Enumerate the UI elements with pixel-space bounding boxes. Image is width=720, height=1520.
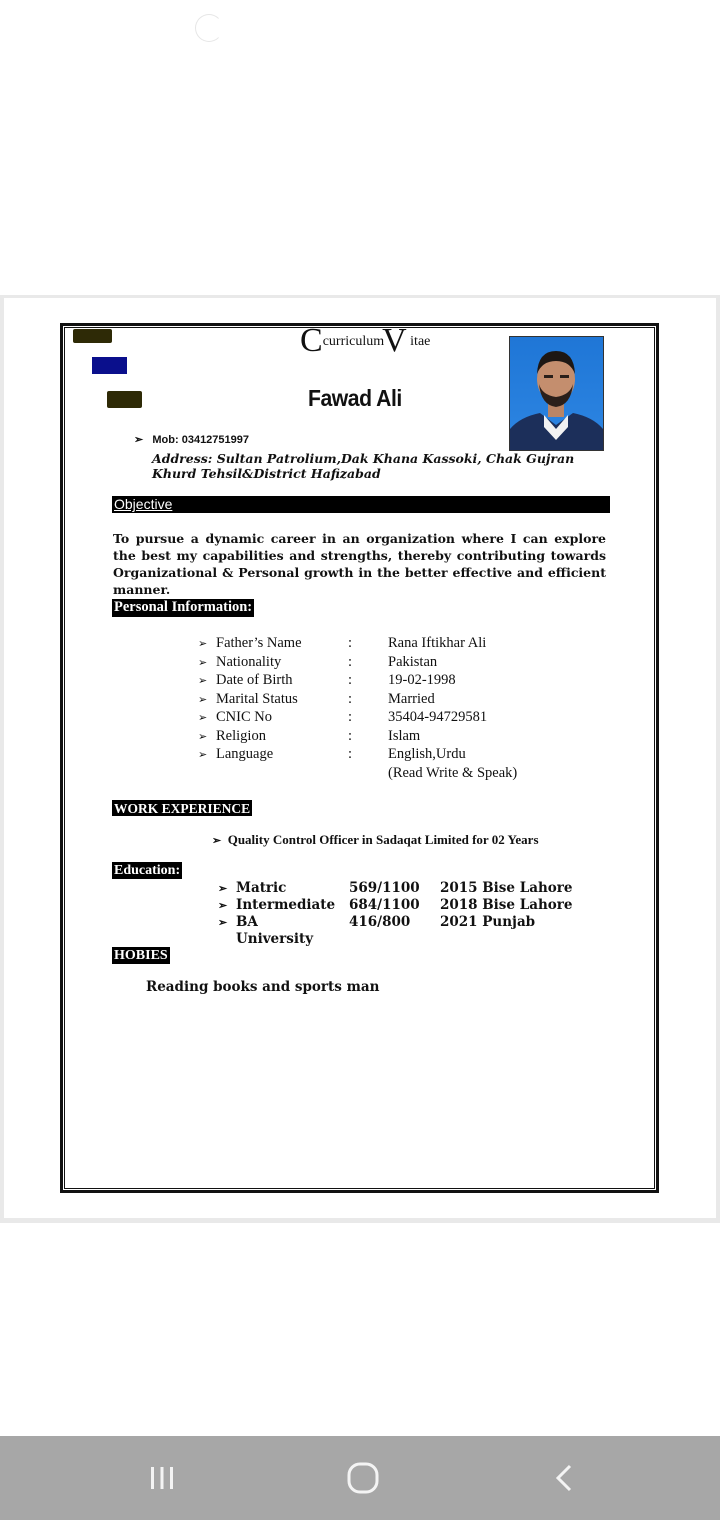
- mobile-line: [134, 433, 249, 446]
- loading-spinner-icon: [195, 14, 223, 42]
- info-label: Date of Birth: [216, 672, 293, 688]
- colon: :: [348, 635, 353, 651]
- bullet-arrow-icon: ➢: [218, 916, 228, 929]
- recent-apps-icon: [147, 1463, 177, 1493]
- colon: :: [348, 654, 353, 670]
- bullet-arrow-icon: ➢: [134, 434, 144, 446]
- education-marks: 569/1100: [349, 880, 420, 896]
- home-icon: [346, 1461, 380, 1495]
- education-year: 2015 Bise Lahore: [440, 880, 573, 896]
- education-degree: BA: [236, 914, 258, 930]
- education-degree: Matric: [236, 880, 287, 896]
- education-year: 2018 Bise Lahore: [440, 897, 573, 913]
- work-experience-heading: WORK EXPERIENCE: [114, 801, 251, 816]
- address: Address: Sultan Patrolium,Dak Khana Kassoki, Chak Gujran Khurd Tehsil&District Hafizabad: [152, 451, 575, 481]
- info-label: Father’s Name: [216, 635, 302, 651]
- bullet-arrow-icon: ➢: [212, 835, 222, 847]
- colon: :: [348, 672, 353, 688]
- system-nav-bar: [0, 1436, 720, 1520]
- info-label: Religion: [216, 728, 266, 744]
- title-letter-c: C: [300, 322, 323, 359]
- bullet-arrow-icon: ➢: [198, 675, 208, 687]
- info-value: Rana Iftikhar Ali: [388, 635, 487, 651]
- title-word: curriculum: [322, 334, 385, 349]
- personal-info-heading: Personal Information:: [114, 599, 253, 615]
- info-label: Nationality: [216, 654, 282, 670]
- colon: :: [348, 746, 353, 762]
- info-label: CNIC No: [216, 709, 272, 725]
- bullet-arrow-icon: ➢: [198, 731, 208, 743]
- profile-photo: [509, 336, 604, 451]
- objective-heading: [112, 496, 610, 513]
- education-extra: University: [236, 931, 314, 947]
- title-letter-v: V: [382, 322, 407, 359]
- colon: :: [348, 709, 353, 725]
- recent-apps-button[interactable]: [132, 1458, 192, 1498]
- decor-block: [73, 329, 112, 343]
- objective-text: To pursue a dynamic career in an organization where I can explore the best my capabilities and strengths, thereby contributing towards Organizational & Personal growth in the better effective and efficient manner.: [113, 531, 606, 597]
- home-button[interactable]: [333, 1458, 393, 1498]
- candidate-name: Fawad Ali: [308, 385, 402, 411]
- info-value: English,Urdu: [388, 746, 466, 762]
- back-icon: [550, 1463, 580, 1493]
- bullet-arrow-icon: ➢: [198, 749, 208, 761]
- education-year: 2021 Punjab: [440, 914, 536, 930]
- bullet-arrow-icon: ➢: [198, 712, 208, 724]
- info-label: Language: [216, 746, 274, 762]
- back-button[interactable]: [535, 1458, 595, 1498]
- info-value-extra: (Read Write & Speak): [388, 765, 518, 781]
- info-value: Pakistan: [388, 654, 438, 670]
- info-label: Marital Status: [216, 691, 298, 707]
- hobbies-text: Reading books and sports man: [146, 979, 380, 995]
- bullet-arrow-icon: ➢: [218, 882, 228, 895]
- education-marks: 684/1100: [349, 897, 420, 913]
- objective-heading-text: Objective: [114, 496, 173, 512]
- education-degree: Intermediate: [236, 897, 336, 913]
- info-value: Islam: [388, 728, 421, 744]
- cv-title: [300, 324, 430, 358]
- bullet-arrow-icon: ➢: [198, 657, 208, 669]
- title-rest: itae: [410, 334, 431, 349]
- mobile-number: Mob: 03412751997: [152, 434, 250, 446]
- bullet-arrow-icon: ➢: [218, 899, 228, 912]
- info-value: Married: [388, 691, 435, 707]
- bullet-arrow-icon: ➢: [198, 694, 208, 706]
- info-value: 35404-94729581: [388, 709, 488, 725]
- bullet-arrow-icon: ➢: [198, 638, 208, 650]
- colon: :: [348, 728, 353, 744]
- education-marks: 416/800: [349, 914, 411, 930]
- hobbies-heading: HOBIES: [114, 948, 168, 963]
- colon: :: [348, 691, 353, 707]
- education-heading: Education:: [114, 863, 181, 878]
- decor-block: [107, 391, 142, 408]
- info-value: 19-02-1998: [388, 672, 456, 688]
- work-item-text: Quality Control Officer in Sadaqat Limited for 02 Years: [227, 832, 539, 847]
- decor-block: [92, 357, 127, 374]
- work-item: [212, 832, 539, 848]
